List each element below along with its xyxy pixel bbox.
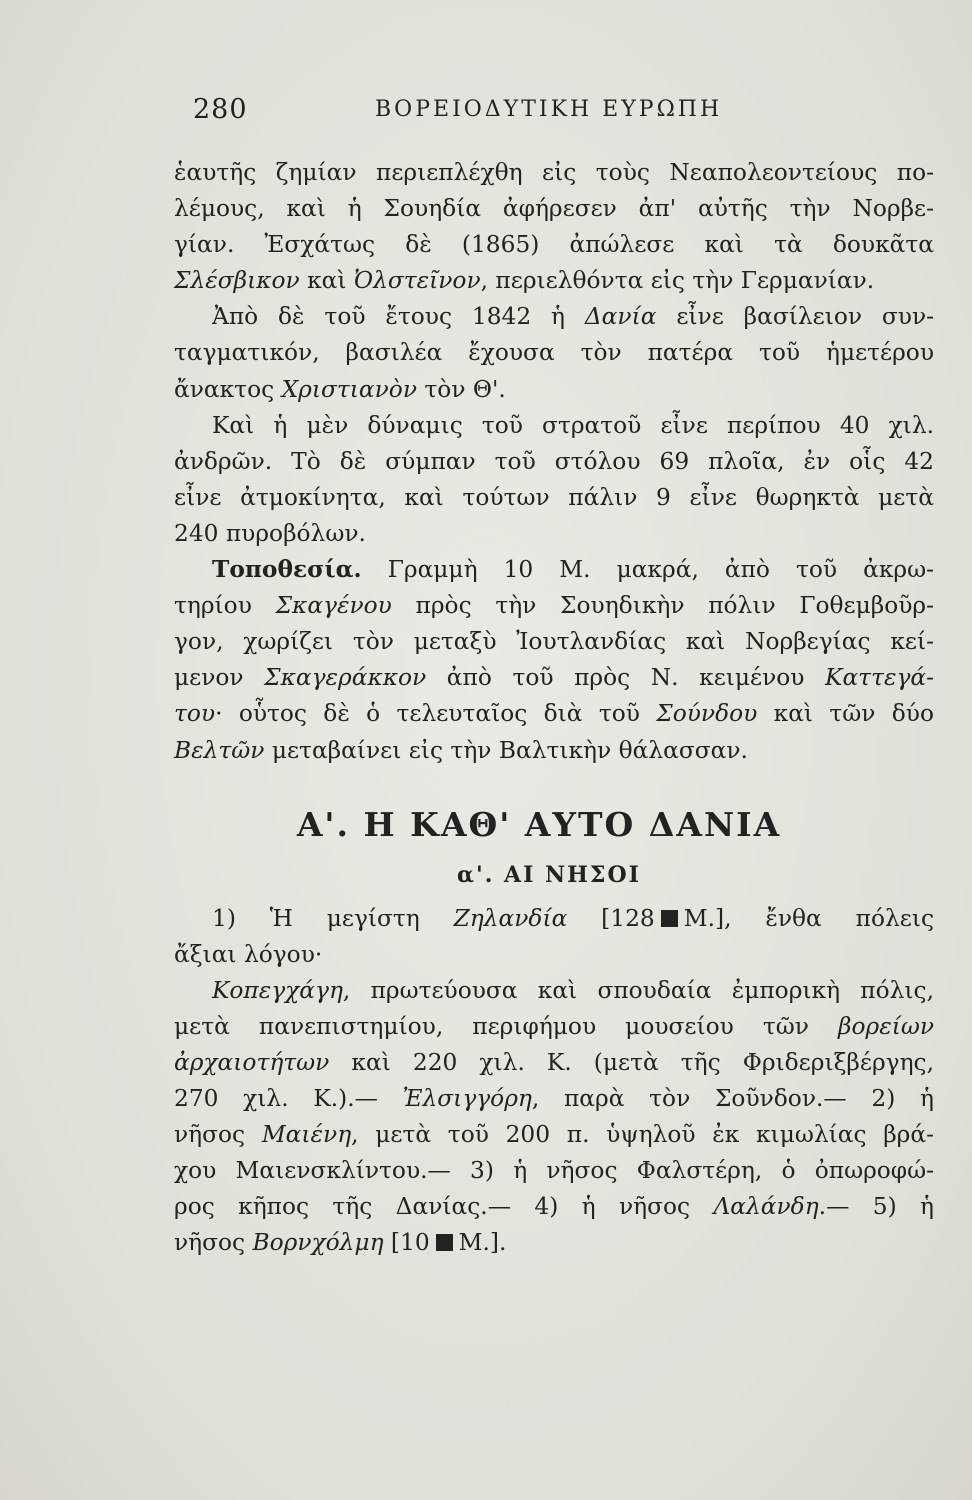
paragraph-constitution	[174, 299, 934, 407]
text-line: 1) Ἡ μεγίστη Ζηλανδία [128 Μ.], ἔνθα πόλεις	[212, 904, 934, 932]
text-line: ταγματικόν, βασιλέα ἔχουσα τὸν πατέρα τοῦ ἡμετέρου	[174, 339, 934, 367]
text-line: νῆσος Μαιένη, μετὰ τοῦ 200 π. ὑψηλοῦ ἐκ κιμωλίας βρά-	[174, 1121, 934, 1149]
paragraph-military	[174, 408, 934, 552]
subsection-heading: α'. ΑΙ ΝΗΣΟΙ	[457, 861, 641, 888]
page-header	[193, 94, 916, 134]
text-line: ἀνδρῶν. Τὸ δὲ σύμπαν τοῦ στόλου 69 πλοῖα, ἐν οἷς 42	[174, 447, 934, 475]
text-line: τηρίου Σκαγένου πρὸς τὴν Σουηδικὴν πόλιν Γοθεμβοῦρ-	[174, 592, 934, 620]
text-line: ἄνακτος Χριστιανὸν τὸν Θ'.	[174, 375, 506, 403]
text-line: Καὶ ἡ μὲν δύναμις τοῦ στρατοῦ εἶνε περίπου 40 χιλ.	[212, 411, 934, 439]
text-line: 270 χιλ. Κ.).— Ἐλσιγγόρη, παρὰ τὸν Σοῦνδον.— 2) ἡ	[174, 1085, 934, 1113]
text-line: γίαν. Ἐσχάτως δὲ (1865) ἀπώλεσε καὶ τὰ δουκᾶτα	[174, 231, 934, 259]
square-miles-icon	[661, 910, 678, 927]
text-body	[174, 155, 934, 1262]
text-line: νῆσος Βορνχόλμη [10 Μ.].	[174, 1229, 507, 1257]
text-line: μετὰ πανεπιστημίου, περιφήμου μουσείου τῶν βορείων	[174, 1012, 934, 1040]
text-line: Ἀπὸ δὲ τοῦ ἔτους 1842 ἡ Δανία εἶνε βασίλειον συν-	[212, 303, 934, 331]
text-line: Κοπεγχάγη, πρωτεύουσα καὶ σπουδαία ἐμπορικὴ πόλις,	[212, 976, 934, 1004]
text-line: του· οὗτος δὲ ὁ τελευταῖος διὰ τοῦ Σούνδου καὶ τῶν δύο	[174, 700, 934, 728]
section-heading: Α'. Η ΚΑΘ' ΑΥΤΟ ΔΑΝΙΑ	[296, 804, 782, 844]
text-line: ἑαυτῆς ζημίαν περιεπλέχθη εἰς τοὺς Νεαπολεοντείους πο-	[174, 159, 934, 186]
text-line: μενον Σκαγεράκκον ἀπὸ τοῦ πρὸς Ν. κειμένου Καττεγά-	[174, 664, 934, 692]
text-line: χου Μαιενσκλίντου.— 3) ἡ νῆσος Φαλστέρη, ὁ ὀπωροφώ-	[174, 1157, 934, 1185]
page-number: 280	[193, 94, 248, 125]
text-line: εἶνε ἀτμοκίνητα, καὶ τούτων πάλιν 9 εἶνε θωρηκτὰ μετὰ	[174, 483, 934, 511]
paragraph-cities	[174, 973, 934, 1262]
section-label: Τοποθεσία.	[212, 556, 362, 584]
text-line: Βελτῶν μεταβαίνει εἰς τὴν Βαλτικὴν θάλασσαν.	[174, 736, 748, 764]
paragraph-history	[174, 155, 934, 299]
paragraph-zealand	[174, 901, 934, 973]
text-line: 240 πυροβόλων.	[174, 519, 366, 547]
text-line: ἀρχαιοτήτων καὶ 220 χιλ. Κ. (μετὰ τῆς Φριδεριξβέργης,	[174, 1048, 934, 1076]
text-line: Τοποθεσία. Γραμμὴ 10 Μ. μακρά, ἀπὸ τοῦ ἀκρω-	[212, 556, 934, 584]
running-title: ΒΟΡΕΙΟΔΥΤΙΚΗ ΕΥΡΩΠΗ	[375, 97, 723, 122]
text-line: γον, χωρίζει τὸν μεταξὺ Ἰουτλανδίας καὶ Νορβεγίας κεί-	[174, 628, 934, 656]
text-line: λέμους, καὶ ἡ Σουηδία ἀφήρεσεν ἀπ' αὐτῆς τὴν Νορβε-	[174, 195, 934, 223]
square-miles-icon	[436, 1234, 453, 1251]
paragraph-location	[174, 552, 934, 769]
text-line: Σλέσβικον καὶ Ὀλστεῖνον, περιελθόντα εἰς τὴν Γερμανίαν.	[174, 267, 875, 295]
text-line: ρος κῆπος τῆς Δανίας.— 4) ἡ νῆσος Λαλάνδη.— 5) ἡ	[174, 1193, 934, 1221]
text-line: ἄξιαι λόγου·	[174, 940, 323, 968]
